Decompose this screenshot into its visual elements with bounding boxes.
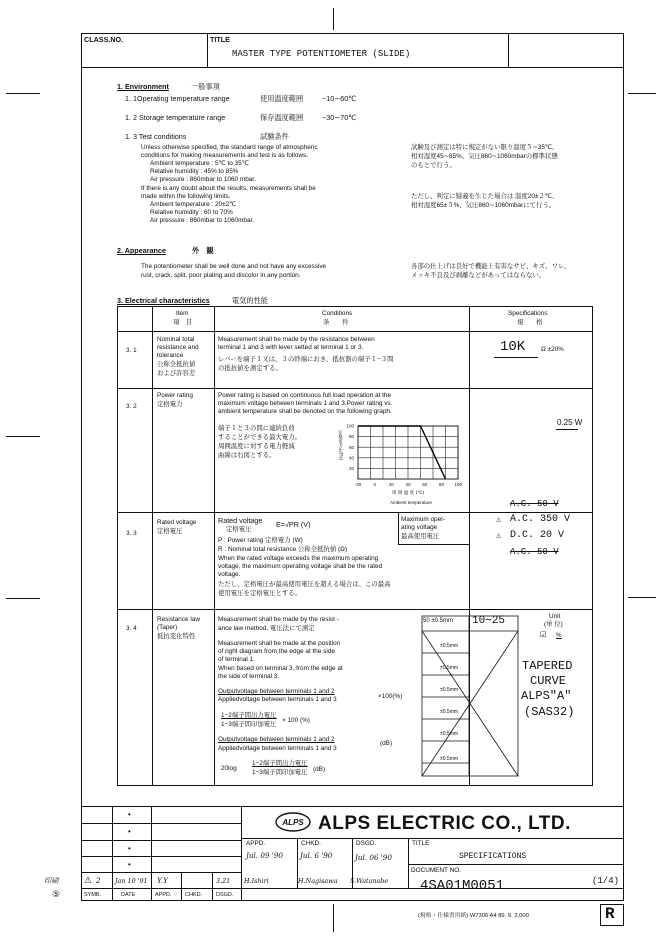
graph-xlabel: Ambient temperature [390, 500, 433, 505]
registration-mark-right-1 [628, 93, 656, 94]
document-title: MASTER TYPE POTENTIOMETER (SLIDE) [232, 49, 411, 59]
chkd-signature: H.Nagisawa [298, 877, 338, 885]
row-condition: terminal 1 and 3 with lever setted at terminal 1 or 3. [218, 344, 364, 351]
taper-curve-text: (SAS32) [524, 705, 575, 719]
graph-xtick-label: 0 [373, 482, 376, 487]
taper-curve-text: CURVE [530, 674, 567, 688]
row-condition: Rated voltage [218, 516, 263, 525]
revision-row-line [81, 823, 241, 824]
grid-top-right: 10∼25 [472, 615, 506, 627]
test-conditions-label: 1. 3 Test conditions [125, 132, 187, 141]
col-header-spec: Specifications [508, 310, 548, 317]
revision-triangle-icon: ⚠ [84, 875, 93, 885]
appd-label: APPD. [246, 840, 266, 847]
registration-mark-top [333, 8, 334, 30]
title-block-col [241, 806, 242, 901]
graph-xtick-label: 20 [388, 482, 394, 487]
spec-underline [494, 357, 538, 358]
derating-curve [358, 426, 446, 479]
row-condition: Measurement shall be made by the resist - [218, 616, 339, 623]
graph-ylabel: 定格電力比(%) [337, 430, 343, 461]
appd-date: Jul. 09 '90 [246, 851, 283, 860]
row-condition: voltage, the maximum operating voltage shall be the rated [218, 563, 383, 570]
formula-tail: (dB) [313, 766, 326, 773]
row-item: tolerance [157, 352, 184, 359]
taper-curve-text: ALPS"A" [521, 689, 572, 703]
electrical-heading: 3. Electrical characteristics [117, 296, 210, 305]
row-condition: ance law method, 電圧法にて測定 [218, 625, 315, 632]
table-row-line [117, 512, 593, 513]
row-condition: Measurement shall be made at the position [218, 640, 341, 647]
test-text-jp: ただし、判定に疑義を生じた場合は 温度20±２℃、 [411, 193, 559, 200]
row-condition: ambient temperature shall be denoted on the following graph. [218, 408, 392, 415]
logo-text: ALPS [282, 818, 304, 827]
formula-numerator: Outputvoltage between terminals 1 and 2 [218, 736, 335, 743]
dsgd-label: DSGD. [356, 840, 377, 847]
storage-temp-value: −30∼70℃ [322, 113, 357, 122]
row-item: (Taper) [157, 624, 178, 631]
row-condition-jp: することができる最大電力。 [218, 434, 302, 441]
form-footer: (規格・仕様書用紙) W7306 A4 89. 9. 2,000 [418, 913, 529, 919]
chkd-label: CHKD. [301, 840, 321, 847]
test-text-line: Ambient temperature : 5℃ to 35℃ [150, 160, 249, 167]
registration-mark-bottom [333, 904, 334, 932]
test-text-line: conditions for making measurements and test is as follows, [141, 152, 308, 159]
row-condition: の抵抗値を測定する。 [218, 365, 282, 372]
row-condition: the side of terminal 3. [218, 673, 280, 680]
max-operating-voltage-label: Maximum oper- [401, 516, 446, 523]
dsgd-date: Jul. 06 '90 [355, 853, 392, 862]
formula-tail: (dB) [380, 740, 393, 747]
appearance-text-jp: 各部の仕上げは良好で機能上有害なサビ、キズ、ワレ、 [411, 263, 571, 270]
chkd-date: Jul. 6 '90 [300, 851, 333, 860]
dsgd-signature: S.Watanabe [350, 877, 389, 885]
taper-position-grid [421, 615, 519, 785]
table-col-line [214, 306, 215, 786]
doc-number-label: DOCUMENT NO. [411, 867, 461, 874]
storage-temp-label-jp: 保存温度範囲 [260, 113, 304, 122]
row-condition: Power rating is based on continuous full load operation at the [218, 392, 392, 399]
graph-xlabel-jp: 周 囲 温 度 (℃) [392, 491, 425, 496]
col-header-item: Item [176, 310, 189, 317]
appearance-text-jp: メッキ不良及び剥離などがあってはならない。 [411, 272, 546, 279]
rated-voltage-formula: E=√PR (V) [276, 520, 311, 529]
row-item: 抵抗変化特性 [157, 633, 196, 640]
title-block-title-label: TITLE [412, 840, 430, 847]
spec-tolerance: Ω ±20% [541, 346, 564, 353]
revision-row-line [81, 888, 624, 889]
rev-symbol: 2 [96, 876, 101, 885]
formula-numerator: 1−2端子間出力電圧 [221, 712, 277, 719]
spec-resistance: 10K [500, 339, 526, 355]
test-text-line: Unless otherwise specified, the standard range of atmospheric [141, 144, 318, 151]
spec-power-rating: 0.25 W [557, 418, 583, 427]
graph-xtick-label: -20 [354, 482, 362, 487]
appearance-text: The potentiometer shall be well done and not have any excessive [141, 263, 327, 270]
registration-mark-left-3 [6, 598, 40, 599]
revision-triangle-icon: ⚠ [496, 515, 502, 525]
table-row-line [117, 609, 593, 610]
graph-xtick-label: 40 [405, 482, 411, 487]
graph-ytick-label: 60 [348, 444, 354, 450]
rev-appd: Y.Y [157, 876, 168, 885]
row-condition-jp: 曲線は右図とする。 [218, 452, 276, 459]
test-text-line: Relative humidity : 60 to 70% [150, 209, 233, 216]
company-name: ALPS ELECTRIC CO., LTD. [318, 813, 571, 834]
graph-xtick-label: 60 [422, 482, 428, 487]
row-condition-jp: 端子１と３の間に連続負荷 [218, 425, 295, 432]
spec-voltage-ac: A.C. 350 V [510, 514, 571, 525]
appearance-heading: 2. Appearance [117, 246, 166, 255]
row-condition: When the rated voltage exceeds the maximum operating [218, 555, 379, 562]
test-text-line: Air pressure : 860mbar to 1060mbar. [150, 217, 255, 224]
alps-logo-icon [274, 811, 312, 833]
environment-heading-jp: 一般事項 [191, 82, 220, 91]
test-text-line: Air pressure : 860mbar to 1060 mbar. [150, 176, 256, 183]
formula-denominator: 1−3端子間印加電圧 [252, 769, 308, 776]
appearance-heading-jp: 外 観 [192, 246, 214, 255]
registration-mark-left-1 [6, 93, 40, 94]
rev-col-line [151, 806, 152, 901]
doc-number-value: 4SA01M0051 [420, 878, 505, 894]
row-condition: ただし、定格電圧が最高使用電圧を超える場合は、この最高 [218, 581, 391, 588]
row-item: Power rating [157, 392, 193, 399]
row-condition: of terminal 1. [218, 656, 255, 663]
revision-triangle-icon: ⚠ [496, 531, 502, 541]
grid-mark: ±0.5mm [440, 709, 459, 715]
test-text-jp: 相対湿度65±５%、気圧860∼1060mbarにて行う。 [411, 202, 556, 209]
row-condition: 定格電圧 [226, 526, 252, 533]
rev-col-date: DATE [121, 892, 136, 898]
revision-row-line [81, 856, 241, 857]
op-temp-label-jp: 使用温度範囲 [260, 94, 304, 103]
row-item: 公称全抵抗値 [157, 361, 196, 368]
spec-voltage-old: A.C. 50 V [510, 547, 559, 557]
title-block-top [81, 806, 624, 807]
rev-col-line [212, 872, 213, 901]
sheet-number: (1/4) [592, 876, 620, 886]
appearance-text: rust, crack, split, poor plating and discolor in any portion. [141, 272, 301, 279]
row-condition: voltage. [218, 571, 241, 578]
registration-mark-left-2 [6, 436, 40, 437]
row-condition: maximum voltage between terminals 1 and 3.Power rating vs. [218, 400, 393, 407]
row-number: 3. 2 [126, 403, 137, 410]
power-derating-graph [300, 422, 470, 508]
graph-ytick-label: 80 [348, 434, 354, 440]
row-item: および許容差 [157, 370, 196, 377]
test-text-jp: 相対湿度45∼85%、気圧860∼1060mbarの標準状態 [411, 153, 558, 160]
title-block-title-value: SPECIFICATIONS [459, 852, 527, 861]
rev-date: Jan 10 '91 [115, 877, 148, 885]
row-item: 定格電力 [157, 401, 183, 408]
formula-denominator: 1−3端子間印加電圧 [221, 721, 277, 728]
col-header-conditions-jp: 条 件 [323, 319, 349, 326]
header-bottom-line [81, 67, 624, 68]
test-text-line: Relative humidity : 45% to 85% [150, 168, 239, 175]
rev-col-line [112, 806, 113, 901]
grid-top-left: 50 ±0.5mm [423, 618, 453, 624]
grid-mark: ±0.5mm [440, 756, 459, 762]
test-text-jp: 試験及び測定は特に規定がない限り温度５∼35℃、 [411, 144, 559, 151]
graph-xtick-label: 80 [438, 482, 445, 487]
formula-denominator: Appliedvoltage between terminals 1 and 3 [218, 745, 337, 752]
test-conditions-label-jp: 試験条件 [260, 132, 289, 141]
formula-numerator: Outputvoltage between terminals 1 and 2 [218, 688, 335, 695]
row-condition: R : Nominal total resistance 公称全抵抗値 (Ω) [218, 546, 348, 553]
graph-xtick-label: 100 [454, 482, 462, 487]
graph-ytick-label: 20 [348, 466, 354, 471]
test-text-jp: のもとで行う。 [411, 162, 456, 169]
rev-col-dsgd: DSGD. [216, 892, 234, 898]
grid-mark: ±0.5mm [440, 731, 459, 737]
revision-row-line [81, 840, 241, 841]
revision-dot: • [128, 810, 131, 819]
row-condition: レバーを端子１又は、３の終端におき、抵抗器の端子１−３間 [218, 356, 394, 363]
rev-col-symb: SYMB. [84, 892, 102, 898]
grid-mark: ±0.5mm [440, 643, 459, 649]
revision-dot: • [128, 827, 131, 836]
environment-heading: 1. Environment [117, 82, 169, 91]
rev-col-chkd: CHKD. [185, 892, 203, 898]
table-row-line [117, 388, 593, 389]
op-temp-label: 1. 1Operating temperature range [125, 94, 230, 103]
col-header-item-jp: 項 目 [173, 319, 193, 326]
rev-col-appd: APPD. [155, 892, 172, 898]
table-col-line [152, 306, 153, 786]
doc-number-line [408, 864, 624, 865]
row-item: Nominal total [157, 336, 195, 343]
table-row-line [117, 331, 593, 332]
title-block-mid [241, 838, 624, 839]
spec-voltage-dc: D.C. 20 V [510, 530, 565, 541]
row-number: 3. 3 [126, 530, 137, 537]
unit-checkbox-icon: ☑ [540, 630, 547, 639]
margin-stamp-icon: ⑤ [52, 889, 61, 899]
row-item: resistance and [157, 344, 199, 351]
row-number: 3. 1 [126, 347, 137, 354]
rev-dsgd: 3.21 [216, 877, 231, 885]
electrical-table [117, 306, 593, 786]
col-header-conditions: Conditions [322, 310, 353, 317]
graph-grid [358, 426, 458, 479]
formula-tail: × 100 (%) [282, 717, 310, 724]
grid-mark: ±0.5mm [440, 665, 459, 671]
grid-mark: ±0.5mm [440, 687, 459, 693]
class-no-label: CLASS.NO. [84, 35, 124, 44]
electrical-heading-jp: 電気的性能 [232, 296, 268, 305]
revision-dot: • [128, 860, 131, 869]
margin-stamp-note: 印刷 [44, 876, 59, 885]
formula-numerator: 1−2端子間出力電圧 [252, 760, 308, 767]
max-operating-voltage-label: 最高使用電圧 [401, 533, 440, 540]
title-block-col [408, 838, 409, 888]
spec-underline [556, 429, 578, 430]
col-header-spec-jp: 規 格 [517, 319, 543, 326]
title-label: TITLE [210, 35, 230, 44]
formula-prefix: 20log [221, 765, 237, 772]
op-temp-value: −10∼60℃ [322, 94, 357, 103]
max-operating-voltage-label: ating voltage [401, 524, 438, 531]
unit-label: Unit [549, 613, 561, 620]
row-condition: of right diagram from the edge at the side [218, 648, 335, 655]
row-condition-jp: 周囲温度に対する電力軽減 [218, 443, 295, 450]
registration-mark-right-2 [628, 597, 656, 598]
row-condition: Measurement shall be made by the resistance between [218, 336, 375, 343]
test-text-line: Ambient temperature : 20±2℃ [150, 201, 237, 208]
header-divider-right [508, 33, 509, 67]
formula-tail: ×100(%) [378, 693, 403, 700]
revision-mark: R [605, 905, 615, 923]
rev-col-line [181, 872, 182, 901]
row-number: 3. 4 [126, 625, 137, 632]
formula-denominator: Appliedvoltage between terminals 1 and 3 [218, 696, 337, 703]
row-item: Resistance law [157, 616, 200, 623]
revision-dot: • [128, 844, 131, 853]
graph-ytick-label: 100 [346, 423, 354, 429]
row-item: Rated voltage [157, 519, 197, 526]
header-divider [207, 33, 208, 67]
unit-label-jp: (単 位) [544, 621, 563, 628]
unit-value: % [556, 632, 562, 639]
appd-signature: H.Ishiri [244, 877, 269, 885]
test-text-line: made within the following limits. [141, 193, 231, 200]
revision-row-line [81, 872, 241, 873]
taper-curve-text: TAPERED [522, 659, 573, 673]
test-text-line: If there is any doubt about the results, measurements shall be [141, 185, 316, 192]
row-condition: 使用電圧を定格電圧とする。 [218, 590, 302, 597]
row-condition: P : Power rating 定格電力 (W) [218, 537, 303, 544]
graph-ytick-label: 40 [348, 455, 354, 461]
row-item: 定格電圧 [157, 528, 183, 535]
row-condition: When based on terminal 3, from the edge at [218, 665, 343, 672]
storage-temp-label: 1. 2 Storage temperature range [125, 113, 226, 122]
spec-voltage-old: A.C. 50 V [510, 499, 559, 509]
